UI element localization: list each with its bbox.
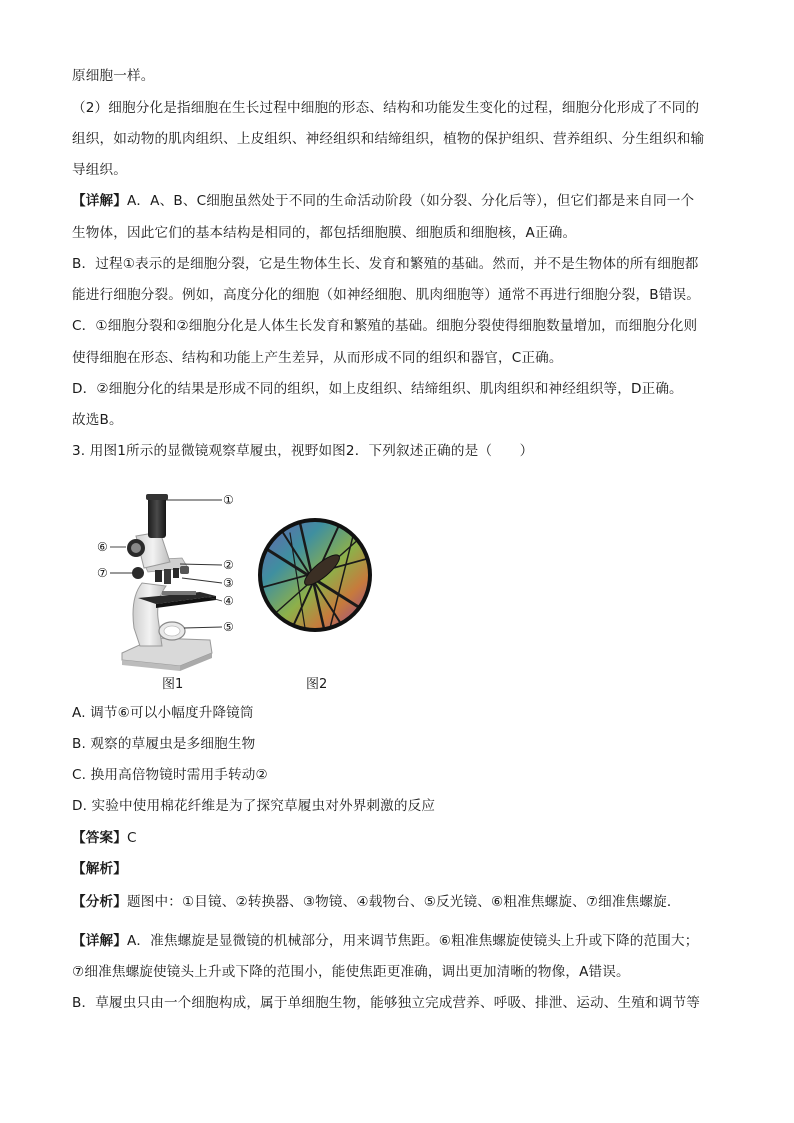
text-span: A．A、B、C细胞虽然处于不同的生命活动阶段（如分裂、分化后等），但它们都是来自同一个	[126, 193, 695, 209]
text-line	[72, 379, 683, 399]
section-tag: 【详解】	[72, 193, 127, 209]
text-span: B．过程①表示的是细胞分裂，它是生物体生长、发育和繁殖的基础。然而，并不是生物体的所有细胞都	[72, 256, 699, 272]
text-span: D．②细胞分化的结果是形成不同的组织，如上皮组织、结缔组织、肌肉组织和神经组织等，D正确。	[72, 381, 683, 397]
text-span: （2）细胞分化是指细胞在生长过程中细胞的形态、结构和功能发生变化的过程，细胞分化形成了不同的	[72, 100, 700, 116]
text-span: A. 调节⑥可以小幅度升降镜筒	[72, 705, 254, 721]
detail-line	[72, 931, 699, 951]
text-line	[72, 98, 699, 118]
label-1: ①	[223, 493, 234, 507]
label-5: ⑤	[223, 620, 234, 634]
answer-line	[72, 828, 137, 848]
text-span: 组织，如动物的肌肉组织、上皮组织、神经组织和结缔组织，植物的保护组织、营养组织、分生组织和输	[72, 131, 705, 147]
text-line	[72, 66, 154, 86]
text-span: B．草履虫只由一个细胞构成，属于单细胞生物，能够独立完成营养、呼吸、排泄、运动、生殖和调节等	[72, 995, 700, 1011]
text-span: C. 换用高倍物镜时需用手转动②	[72, 767, 268, 783]
text-span: 能进行细胞分裂。例如，高度分化的细胞（如神经细胞、肌肉细胞等）通常不再进行细胞分裂，B错误。	[72, 287, 700, 303]
text-span: C．①细胞分裂和②细胞分化是人体生长发育和繁殖的基础。细胞分裂使得细胞数量增加，而细胞分化则	[72, 318, 698, 334]
label-7: ⑦	[97, 566, 108, 580]
section-tag: 【答案】	[72, 830, 127, 846]
text-line	[72, 316, 697, 336]
text-line	[72, 285, 700, 305]
text-line	[72, 191, 694, 211]
option-d	[72, 796, 435, 816]
field-of-view-image	[260, 520, 370, 638]
text-line	[72, 348, 563, 368]
option-a	[72, 703, 254, 723]
section-tag: 【分析】	[72, 894, 127, 910]
figure-1-caption: 图1	[162, 677, 184, 692]
text-span: A．准焦螺旋是显微镜的机械部分，用来调节焦距。⑥粗准焦螺旋使镜头上升或下降的范围大；	[126, 933, 699, 949]
label-4: ④	[223, 594, 234, 608]
text-span: 题图中：①目镜、②转换器、③物镜、④载物台、⑤反光镜、⑥粗准焦螺旋、⑦细准焦螺旋．	[126, 894, 681, 910]
text-span: 原细胞一样。	[72, 68, 155, 84]
text-line	[72, 223, 576, 243]
text-span: D. 实验中使用棉花纤维是为了探究草履虫对外界刺激的反应	[72, 798, 436, 814]
text-line	[72, 129, 704, 149]
option-b	[72, 734, 255, 754]
section-tag: 【详解】	[72, 933, 127, 949]
text-span: 使得细胞在形态、结构和功能上产生差异，从而形成不同的组织和器官，C正确。	[72, 350, 563, 366]
option-c	[72, 765, 268, 785]
question-stem	[72, 441, 533, 461]
label-2: ②	[223, 558, 234, 572]
text-line	[72, 254, 699, 274]
text-span: C	[126, 830, 137, 846]
text-line	[72, 410, 123, 430]
detail-line	[72, 993, 700, 1013]
text-span: 导组织。	[72, 162, 127, 178]
analysis-line	[72, 892, 681, 912]
analysis-heading	[72, 859, 127, 879]
detail-line	[72, 962, 630, 982]
text-span: 生物体，因此它们的基本结构是相同的，都包括细胞膜、细胞质和细胞核，A正确。	[72, 225, 577, 241]
label-3: ③	[223, 576, 234, 590]
text-line	[72, 160, 127, 180]
label-6: ⑥	[97, 540, 108, 554]
microscope-figure	[97, 488, 400, 693]
text-span: B. 观察的草履虫是多细胞生物	[72, 736, 256, 752]
section-tag: 【解析】	[72, 861, 127, 877]
text-span: 3. 用图1所示的显微镜观察草履虫，视野如图2．下列叙述正确的是（ ）	[72, 443, 534, 459]
text-span: ⑦细准焦螺旋使镜头上升或下降的范围小，能使焦距更准确，调出更加清晰的物像，A错误。	[72, 964, 630, 980]
text-span: 故选B。	[72, 412, 123, 428]
question-figure	[97, 488, 400, 693]
figure-2-caption: 图2	[306, 677, 328, 692]
